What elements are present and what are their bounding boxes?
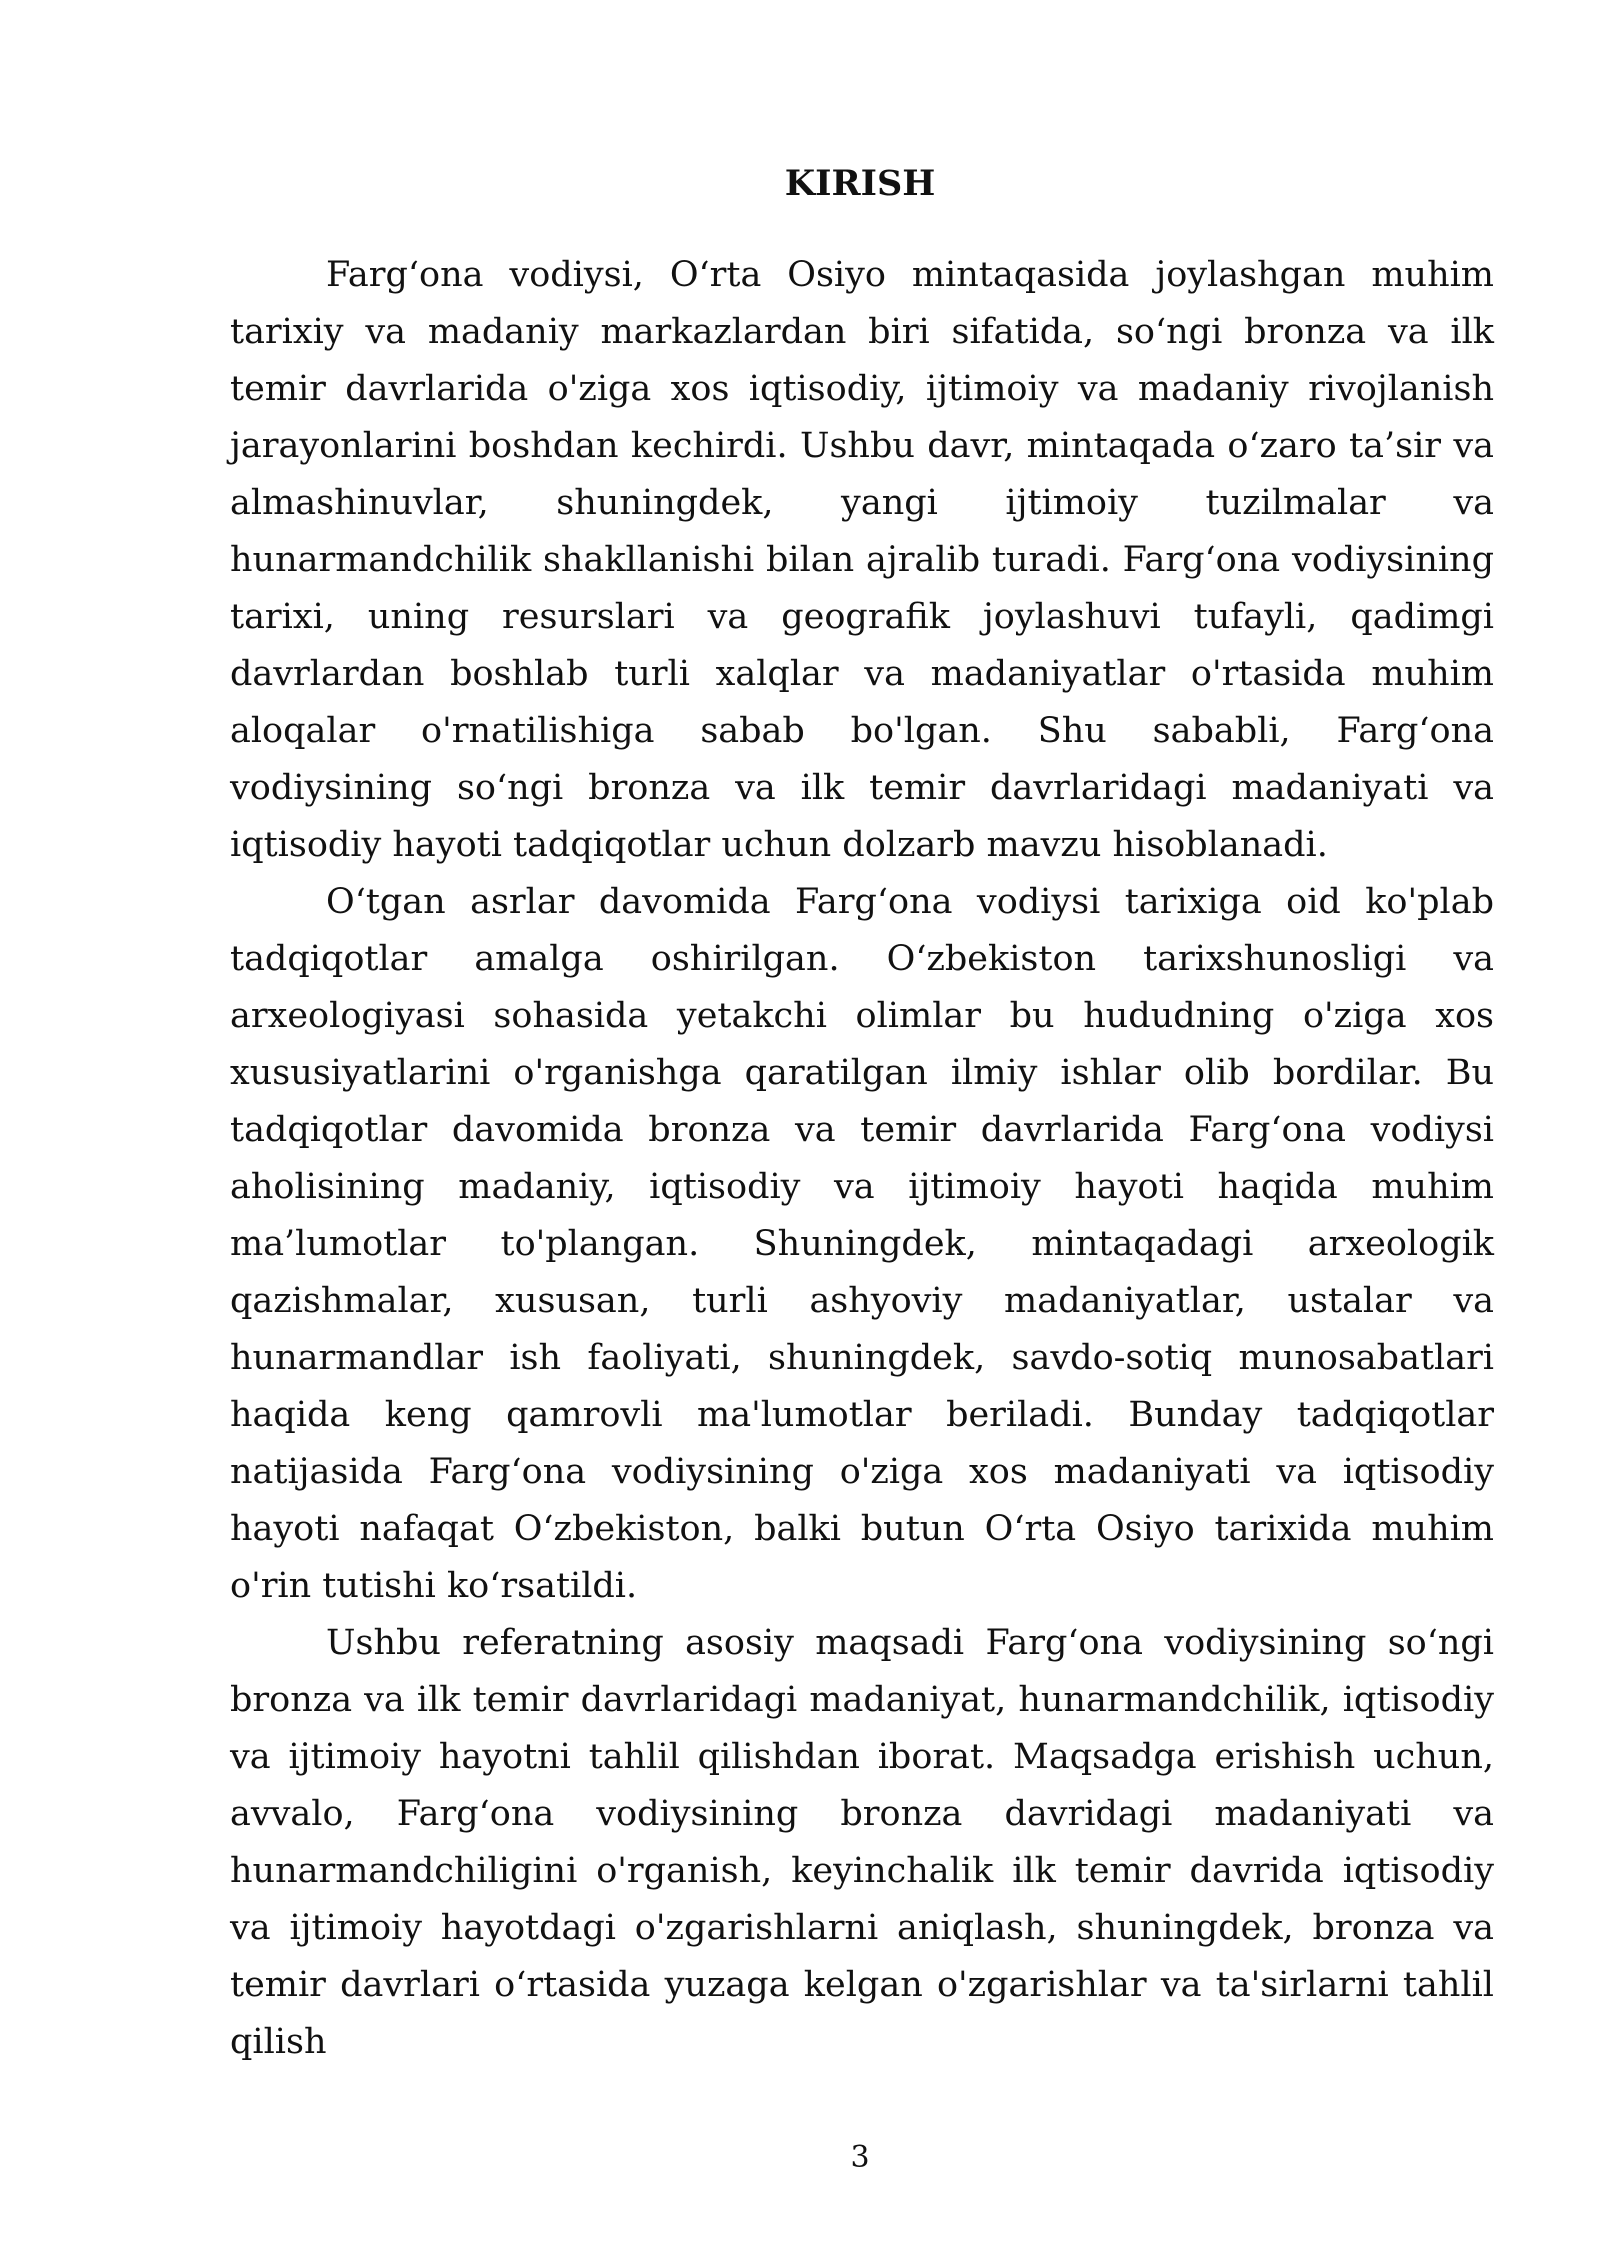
document-body bbox=[230, 247, 1494, 2071]
paragraph-3: Ushbu referatning asosiy maqsadi Farg‘ona vodiysining so‘ngi bronza va ilk temir davrlaridagi madaniyat, hunarmandchilik, iqtisodiy va ijtimoiy hayotni tahlil qilishdan iborat. Maqsadga erishish uchun, avvalo, Farg‘ona vodiysining bronza davridagi madaniyati va hunarmandchiligini o'rganish, keyinchalik ilk temir davrida iqtisodiy va ijtimoiy hayotdagi o'zgarishlarni aniqlash, shuningdek, bronza va temir davrlari o‘rtasida yuzaga kelgan o'zgarishlar va ta'sirlarni tahlil qilish bbox=[230, 1623, 1494, 2062]
paragraph-1: Farg‘ona vodiysi, O‘rta Osiyo mintaqasida joylashgan muhim tarixiy va madaniy markazlardan biri sifatida, so‘ngi bronza va ilk temir davrlarida o'ziga xos iqtisodiy, ijtimoiy va madaniy rivojlanish jarayonlarini boshdan kechirdi. Ushbu davr, mintaqada o‘zaro ta’sir va almashinuvlar, shuningdek, yangi ijtimoiy tuzilmalar va hunarmandchilik shakllanishi bilan ajralib turadi. Farg‘ona vodiysining tarixi, uning resurslari va geografik joylashuvi tufayli, qadimgi davrlardan boshlab turli xalqlar va madaniyatlar o'rtasida muhim aloqalar o'rnatilishiga sabab bo'lgan. Shu sababli, Farg‘ona vodiysining so‘ngi bronza va ilk temir davrlaridagi madaniyati va iqtisodiy hayoti tadqiqotlar uchun dolzarb mavzu hisoblanadi. bbox=[230, 255, 1494, 865]
paragraph-2: O‘tgan asrlar davomida Farg‘ona vodiysi tarixiga oid ko'plab tadqiqotlar amalga oshirilgan. O‘zbekiston tarixshunosligi va arxeologiyasi sohasida yetakchi olimlar bu hududning o'ziga xos xususiyatlarini o'rganishga qaratilgan ilmiy ishlar olib bordilar. Bu tadqiqotlar davomida bronza va temir davrlarida Farg‘ona vodiysi aholisining madaniy, iqtisodiy va ijtimoiy hayoti haqida muhim ma’lumotlar to'plangan. Shuningdek, mintaqadagi arxeologik qazishmalar, xususan, turli ashyoviy madaniyatlar, ustalar va hunarmandlar ish faoliyati, shuningdek, savdo-sotiq munosabatlari haqida keng qamrovli ma'lumotlar beriladi. Bunday tadqiqotlar natijasida Farg‘ona vodiysining o'ziga xos madaniyati va iqtisodiy hayoti nafaqat O‘zbekiston, balki butun O‘rta Osiyo tarixida muhim o'rin tutishi ko‘rsatildi. bbox=[230, 882, 1494, 1606]
page-title: KIRISH bbox=[784, 163, 936, 204]
page-number: 3 bbox=[850, 2140, 870, 2175]
